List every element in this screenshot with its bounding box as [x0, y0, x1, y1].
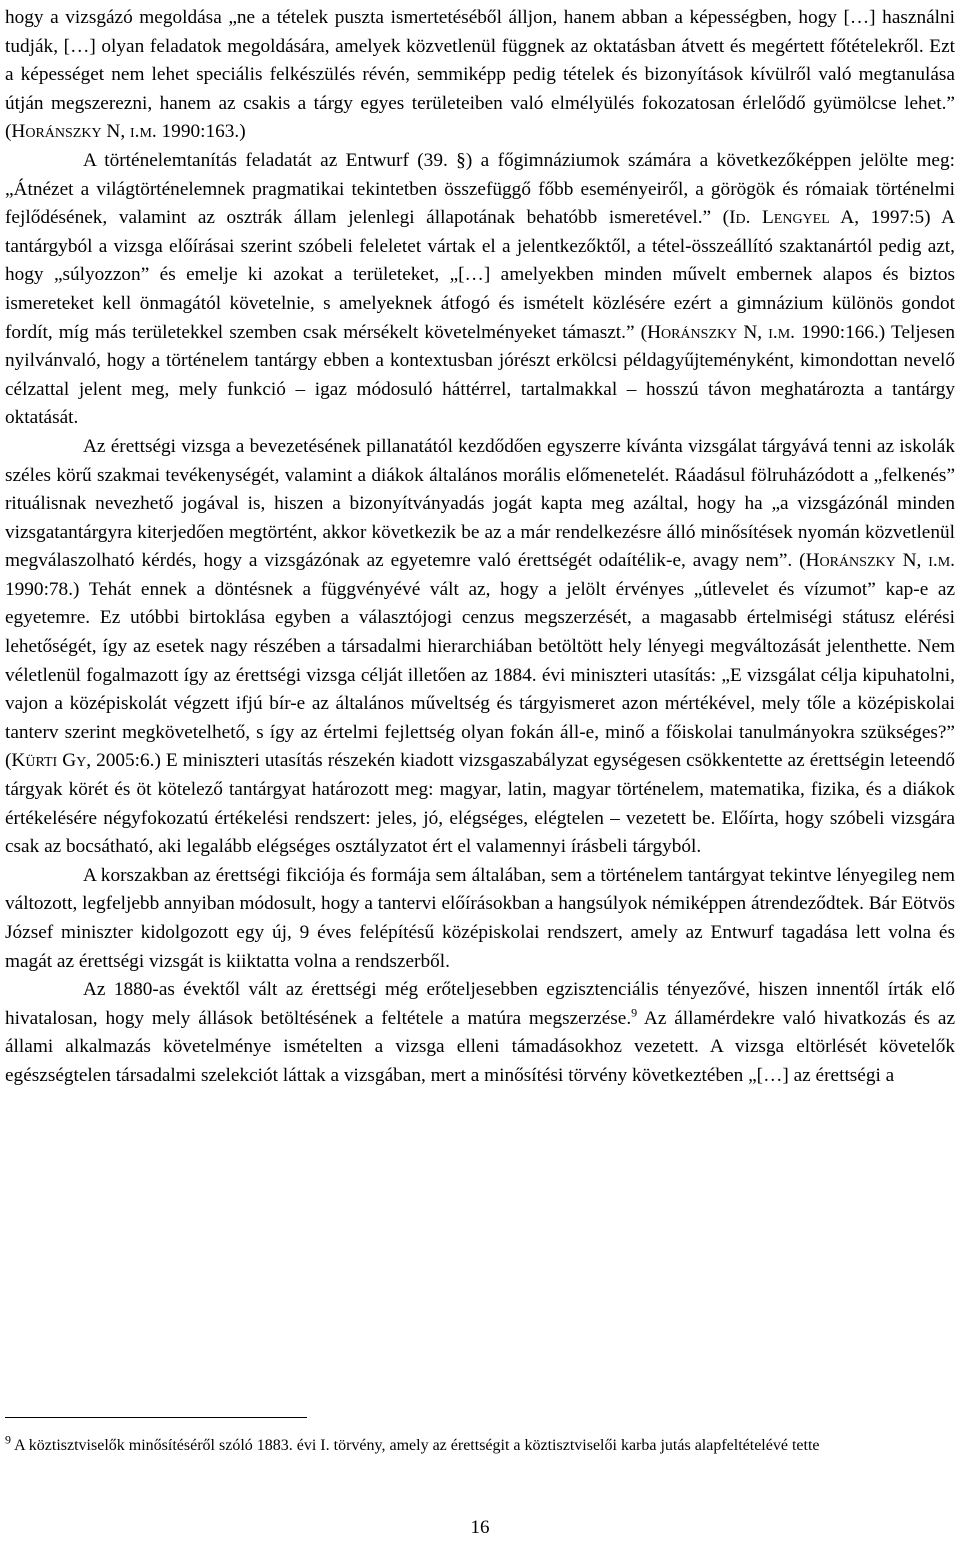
- citation-author: Horánszky N, i.m.: [805, 550, 955, 572]
- paragraph: [5, 433, 955, 862]
- paragraph: [5, 4, 955, 147]
- paragraph: [5, 862, 955, 976]
- paragraph-text: 1990:166.) Teljesen nyilvánvaló, hogy a történelem tantárgy ebben a kontextusban jórészt erkölcsi példagyűjteményként, kimondottan nevelő célzattal jelent meg, mely funkció – igaz módosuló háttérrel, tartalmakkal – hosszú távon meghatározta a tantárgy oktatását.: [5, 321, 955, 429]
- document-page: [5, 0, 955, 1545]
- paragraph-text: Az érettségi vizsga a bevezetésének pillanatától kezdődően egyszerre kívánta vizsgálat tárgyává tenni az iskolák széles körű szakmai tevékenységét, valamint a diákok általános morális előmenetelét. Ráadásul fölruházódott a „felkenés” rituálisnak nevezhető jogával is, hiszen a bizonyítványadás jogát kapta meg azáltal, hogy ha „a vizsgázónál minden vizsgatantárgyra kiterjedően megtörtént, akkor következik be az a már rendelkezésre álló minősítések nyomán közvetlenül megválaszolható kérdés, hogy a vizsgázónak az egyetemre való érettségét odaítélik-e, avagy nem”. (: [5, 435, 955, 572]
- paragraph-text: A történelemtanítás feladatát az Entwurf (39. §) a főgimnáziumok számára a következőképpen jelölte meg: „Átnézet a világtörténelemnek pragmatikai tekintetben összefüggő főbb eseményeiről, a görögök és rómaiak történelmi fejlődésének, valamint az osztrák állam jelenlegi állapotának behatóbb ismeretével.” (: [5, 149, 955, 229]
- paragraph-text: Az államérdekre való hivatkozás és az állami alkalmazás követelménye ismételten a vizsga elleni támadásokhoz vezetett. A vizsga eltörlését követelők egészségtelen társadalmi szelekciót láttak a vizsgában, mert a minősítési törvény következtében „[…] az érettségi a: [5, 1007, 955, 1086]
- footnote-9: [5, 1434, 955, 1458]
- paragraph: [5, 147, 955, 433]
- paragraph-text: Az 1880-as évektől vált az érettségi még erőteljesebben egzisztenciális tényezővé, hiszen innentől írták elő hivatalosan, hogy mely állások betöltésének a feltétele a matúra megszerzése.: [5, 979, 955, 1029]
- paragraph-text: 1990:163.): [156, 121, 246, 143]
- citation-author: Kürti Gy: [11, 750, 87, 772]
- paragraph-text: A korszakban az érettségi fikciója és formája sem általában, sem a történelem tantárgyat tekintve lényegileg nem változott, legfeljebb annyiban módosult, hogy a tantervi előírásokban a hangsúlyok némiképpen átrendeződtek. Bár Eötvös József miniszter kidolgozott egy új, 9 éves felépítésű középiskolai rendszert, amely az Entwurf tagadása lett volna és magát az érettségi vizsgát is kiiktatta volna a rendszerből.: [5, 864, 955, 972]
- paragraph-text: , 2005:6.) E miniszteri utasítás részekén kiadott vizsgaszabályzat egységesen csökkentette az érettségin leteendő tárgyak körét és öt kötelező tantárgyat határozott meg: magyar, latin, magyar történelem, matematika, fizika, és a diákok értékelésére négyfokozatú értékelési rendszert: jeles, jó, elégséges, elégtelen – vezetett be. Előírta, hogy szóbeli vizsgára csak az bocsátható, aki legalább elégséges osztályzatot ért el valamennyi írásbeli tárgyból.: [5, 750, 955, 858]
- footnote-separator: [5, 1417, 307, 1418]
- paragraph-text: 1990:78.) Tehát ennek a döntésnek a függvényévé vált az, hogy a jelölt érvényes „útlevelet és vízumot” kap-e az egyetemre. Ez utóbbi birtoklása egyben a választójogi cenzus megszerzését, a magasabb értelmiségi státusz elérési lehetőségét, így az esetek nagy részében a társadalmi hierarchiában betöltött hely lényegi megváltozását jelenthette. Nem véletlenül fogalmazott így az érettségi vizsga célját illetően az 1884. évi miniszteri utasítás: „E vizsgálat célja kipuhatolni, vajon a középiskolát végzett ifjú bír-e az általános műveltség és tárgyismeret azon mértékével, mely tőle a középiskolai tanterv szerint megkövetelhető, s így az értelmi fejlettség olyan fokán áll-e, minő a főiskolai tanulmányokra szükséges?” (: [5, 578, 955, 772]
- footnote-text: A köztisztviselők minősítéséről szóló 1883. évi I. törvény, amely az érettségit a köztisztviselői karba jutás alapfeltételévé tette: [11, 1437, 820, 1454]
- paragraph-text: hogy a vizsgázó megoldása „ne a tételek puszta ismertetéséből álljon, hanem abban a képességben, hogy […] használni tudják, […] olyan feladatok megoldására, amelyek közvetlenül függnek az oktatásban átvett és megértett főtételekről. Ezt a képességet nem lehet speciális felkészülés révén, semmiképp pedig tételek és bizonyítások kívülről való megtanulása útján megszerezni, hanem az csakis a tárgy egyes területeiben való elmélyülés fokozatosan érlelődő gyümölcse lehet.” (: [5, 7, 955, 143]
- body-text: [5, 4, 955, 1091]
- paragraph-text: A, 1997:5) A tantárgyból a vizsga előírásai szerint szóbeli feleletet vártak el a jelentkezőktől, a tétel-összeállító szaktanártól pedig azt, hogy „súlyozzon” és emelje ki azokat a területeket, „[…] amelyekben minden művelt embernek alapos és biztos ismereteket kell önmagától követelnie, s amelyeknek átfogó és ismételt közlésére ezért a gimnázium különös gondot fordít, míg más területekkel szemben csak mérsékelt követelményeket támaszt.” (: [5, 207, 956, 343]
- citation-author: Horánszky N, i.m.: [647, 321, 795, 343]
- citation-author: Horánszky N, i.m.: [11, 121, 157, 143]
- paragraph: [5, 976, 955, 1090]
- footnote-number: 9: [5, 1432, 11, 1447]
- page-number: 16: [470, 1517, 490, 1538]
- footnote-reference: 9: [631, 1005, 638, 1020]
- citation-author: Id. Lengyel: [729, 207, 830, 229]
